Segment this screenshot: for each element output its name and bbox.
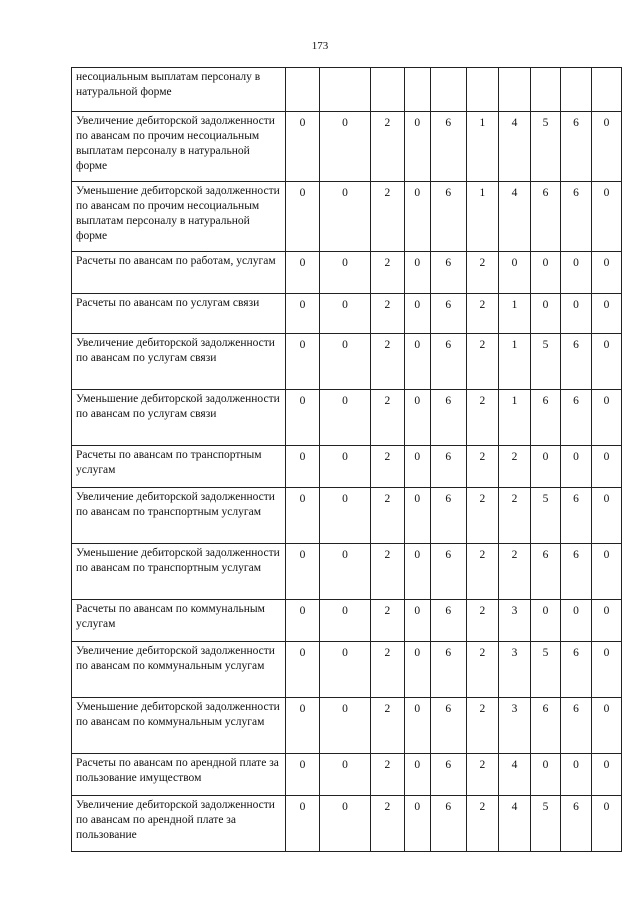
code-digit-cell: 0 xyxy=(286,182,320,252)
code-digit-cell: 4 xyxy=(498,796,530,852)
row-description: Расчеты по авансам по арендной плате за пользование имуществом xyxy=(72,754,286,796)
code-digit-cell: 0 xyxy=(320,390,371,446)
code-digit-cell: 2 xyxy=(370,294,404,334)
code-digit-cell: 0 xyxy=(404,544,430,600)
code-digit-cell: 2 xyxy=(466,294,498,334)
code-digit-cell: 3 xyxy=(498,698,530,754)
code-digit-cell: 2 xyxy=(370,112,404,182)
code-digit-cell: 0 xyxy=(591,294,621,334)
code-digit-cell: 0 xyxy=(286,754,320,796)
table-row xyxy=(72,544,622,600)
code-digit-cell: 0 xyxy=(404,112,430,182)
code-digit-cell: 0 xyxy=(320,252,371,294)
code-digit-cell: 0 xyxy=(320,334,371,390)
table-row xyxy=(72,112,622,182)
code-digit-cell: 0 xyxy=(320,796,371,852)
code-digit-cell: 2 xyxy=(466,698,498,754)
code-digit-cell: 0 xyxy=(591,754,621,796)
code-digit-cell: 0 xyxy=(286,390,320,446)
code-digit-cell: 0 xyxy=(404,488,430,544)
code-digit-cell: 0 xyxy=(591,112,621,182)
row-description: Увеличение дебиторской задолженности по авансам по арендной плате за пользование xyxy=(72,796,286,852)
code-digit-cell: 0 xyxy=(530,600,560,642)
table-row xyxy=(72,796,622,852)
table-row xyxy=(72,252,622,294)
code-digit-cell xyxy=(591,68,621,112)
code-digit-cell: 0 xyxy=(320,544,371,600)
table-row xyxy=(72,642,622,698)
code-digit-cell xyxy=(430,68,466,112)
code-digit-cell: 6 xyxy=(430,754,466,796)
code-digit-cell: 3 xyxy=(498,600,530,642)
code-digit-cell: 2 xyxy=(498,446,530,488)
code-digit-cell: 0 xyxy=(404,754,430,796)
code-digit-cell: 5 xyxy=(530,334,560,390)
table-row xyxy=(72,334,622,390)
code-digit-cell: 6 xyxy=(430,446,466,488)
code-digit-cell: 6 xyxy=(430,252,466,294)
code-digit-cell: 0 xyxy=(286,796,320,852)
code-digit-cell: 0 xyxy=(591,698,621,754)
code-digit-cell: 1 xyxy=(466,112,498,182)
code-digit-cell: 2 xyxy=(370,334,404,390)
code-digit-cell: 6 xyxy=(560,544,591,600)
code-digit-cell: 0 xyxy=(404,182,430,252)
code-digit-cell xyxy=(560,68,591,112)
row-description: Уменьшение дебиторской задолженности по авансам по услугам связи xyxy=(72,390,286,446)
row-description: Уменьшение дебиторской задолженности по авансам по коммунальным услугам xyxy=(72,698,286,754)
code-digit-cell: 0 xyxy=(591,600,621,642)
code-digit-cell: 0 xyxy=(591,390,621,446)
code-digit-cell: 0 xyxy=(404,252,430,294)
code-digit-cell: 0 xyxy=(286,698,320,754)
code-digit-cell: 0 xyxy=(560,446,591,488)
code-digit-cell: 6 xyxy=(430,544,466,600)
code-digit-cell: 0 xyxy=(560,252,591,294)
code-digit-cell: 2 xyxy=(370,600,404,642)
row-description: Увеличение дебиторской задолженности по авансам по услугам связи xyxy=(72,334,286,390)
code-digit-cell: 6 xyxy=(430,294,466,334)
code-digit-cell: 0 xyxy=(591,796,621,852)
code-digit-cell: 0 xyxy=(591,544,621,600)
code-digit-cell: 5 xyxy=(530,796,560,852)
code-digit-cell: 1 xyxy=(498,294,530,334)
table-row xyxy=(72,68,622,112)
code-digit-cell: 0 xyxy=(286,488,320,544)
code-digit-cell: 0 xyxy=(286,600,320,642)
code-digit-cell: 1 xyxy=(466,182,498,252)
code-digit-cell: 2 xyxy=(466,252,498,294)
code-digit-cell: 6 xyxy=(560,642,591,698)
table-row xyxy=(72,294,622,334)
code-digit-cell: 2 xyxy=(370,754,404,796)
code-digit-cell: 2 xyxy=(370,182,404,252)
code-digit-cell: 0 xyxy=(286,334,320,390)
code-digit-cell: 0 xyxy=(591,182,621,252)
code-digit-cell: 2 xyxy=(370,390,404,446)
code-digit-cell: 2 xyxy=(466,488,498,544)
code-digit-cell: 3 xyxy=(498,642,530,698)
code-digit-cell: 6 xyxy=(430,642,466,698)
row-description: Увеличение дебиторской задолженности по авансам по коммунальным услугам xyxy=(72,642,286,698)
code-digit-cell xyxy=(370,68,404,112)
code-digit-cell: 2 xyxy=(466,446,498,488)
code-digit-cell: 6 xyxy=(530,698,560,754)
code-digit-cell: 2 xyxy=(370,642,404,698)
code-digit-cell: 6 xyxy=(560,488,591,544)
code-digit-cell: 2 xyxy=(466,642,498,698)
code-digit-cell: 0 xyxy=(286,642,320,698)
table-row xyxy=(72,600,622,642)
code-digit-cell: 6 xyxy=(430,488,466,544)
code-digit-cell: 0 xyxy=(591,252,621,294)
code-digit-cell: 2 xyxy=(466,334,498,390)
code-digit-cell: 2 xyxy=(370,698,404,754)
row-description: Уменьшение дебиторской задолженности по авансам по транспортным услугам xyxy=(72,544,286,600)
code-digit-cell: 6 xyxy=(430,182,466,252)
code-digit-cell: 0 xyxy=(498,252,530,294)
code-digit-cell: 2 xyxy=(370,446,404,488)
code-digit-cell: 0 xyxy=(320,294,371,334)
code-digit-cell: 6 xyxy=(530,544,560,600)
code-digit-cell: 0 xyxy=(320,488,371,544)
code-digit-cell: 2 xyxy=(370,488,404,544)
code-digit-cell: 4 xyxy=(498,754,530,796)
code-digit-cell xyxy=(320,68,371,112)
code-digit-cell: 6 xyxy=(430,698,466,754)
code-digit-cell: 0 xyxy=(404,446,430,488)
code-digit-cell: 1 xyxy=(498,334,530,390)
code-digit-cell: 0 xyxy=(320,446,371,488)
table-row xyxy=(72,446,622,488)
code-digit-cell: 0 xyxy=(286,294,320,334)
code-digit-cell: 0 xyxy=(560,754,591,796)
code-digit-cell: 4 xyxy=(498,112,530,182)
code-digit-cell: 0 xyxy=(591,488,621,544)
code-digit-cell: 6 xyxy=(430,600,466,642)
code-digit-cell: 6 xyxy=(560,112,591,182)
code-digit-cell: 2 xyxy=(498,488,530,544)
code-digit-cell: 0 xyxy=(286,544,320,600)
code-digit-cell: 0 xyxy=(404,600,430,642)
code-digit-cell: 6 xyxy=(560,390,591,446)
code-digit-cell xyxy=(404,68,430,112)
row-description: Расчеты по авансам по услугам связи xyxy=(72,294,286,334)
code-digit-cell: 2 xyxy=(466,390,498,446)
code-digit-cell: 2 xyxy=(370,252,404,294)
row-description: Расчеты по авансам по транспортным услугам xyxy=(72,446,286,488)
code-digit-cell: 0 xyxy=(591,446,621,488)
code-digit-cell: 4 xyxy=(498,182,530,252)
code-digit-cell: 6 xyxy=(430,112,466,182)
code-digit-cell: 0 xyxy=(530,252,560,294)
code-digit-cell: 2 xyxy=(466,600,498,642)
code-digit-cell: 6 xyxy=(430,796,466,852)
code-digit-cell xyxy=(466,68,498,112)
code-digit-cell: 0 xyxy=(530,754,560,796)
account-codes-table xyxy=(71,67,622,852)
code-digit-cell: 6 xyxy=(430,334,466,390)
page-number: 173 xyxy=(311,40,329,52)
code-digit-cell: 0 xyxy=(530,446,560,488)
code-digit-cell: 0 xyxy=(530,294,560,334)
code-digit-cell: 2 xyxy=(466,754,498,796)
row-description: Расчеты по авансам по коммунальным услугам xyxy=(72,600,286,642)
code-digit-cell: 0 xyxy=(320,182,371,252)
code-digit-cell: 0 xyxy=(404,334,430,390)
code-digit-cell: 6 xyxy=(530,182,560,252)
code-digit-cell: 5 xyxy=(530,642,560,698)
code-digit-cell: 0 xyxy=(404,698,430,754)
code-digit-cell: 6 xyxy=(560,698,591,754)
code-digit-cell: 0 xyxy=(591,642,621,698)
code-digit-cell: 2 xyxy=(466,544,498,600)
table-row xyxy=(72,182,622,252)
code-digit-cell: 0 xyxy=(320,642,371,698)
table-row xyxy=(72,390,622,446)
row-description: Уменьшение дебиторской задолженности по авансам по прочим несоциальным выплатам персоналу в натуральной форме xyxy=(72,182,286,252)
code-digit-cell: 0 xyxy=(404,294,430,334)
code-digit-cell: 0 xyxy=(591,334,621,390)
code-digit-cell: 0 xyxy=(560,600,591,642)
code-digit-cell: 1 xyxy=(498,390,530,446)
code-digit-cell: 2 xyxy=(370,796,404,852)
code-digit-cell: 2 xyxy=(498,544,530,600)
code-digit-cell xyxy=(498,68,530,112)
row-description: Увеличение дебиторской задолженности по авансам по прочим несоциальным выплатам персоналу в натуральной форме xyxy=(72,112,286,182)
row-description: Расчеты по авансам по работам, услугам xyxy=(72,252,286,294)
code-digit-cell: 0 xyxy=(404,390,430,446)
code-digit-cell: 6 xyxy=(560,796,591,852)
code-digit-cell: 0 xyxy=(320,698,371,754)
code-digit-cell: 0 xyxy=(286,112,320,182)
code-digit-cell: 0 xyxy=(404,642,430,698)
code-digit-cell: 6 xyxy=(530,390,560,446)
table-row xyxy=(72,754,622,796)
code-digit-cell: 0 xyxy=(286,446,320,488)
table-row xyxy=(72,488,622,544)
code-digit-cell: 0 xyxy=(320,754,371,796)
code-digit-cell: 0 xyxy=(320,112,371,182)
code-digit-cell: 6 xyxy=(560,182,591,252)
code-digit-cell: 5 xyxy=(530,488,560,544)
code-digit-cell xyxy=(530,68,560,112)
code-digit-cell: 0 xyxy=(320,600,371,642)
code-digit-cell xyxy=(286,68,320,112)
code-digit-cell: 5 xyxy=(530,112,560,182)
code-digit-cell: 0 xyxy=(560,294,591,334)
code-digit-cell: 2 xyxy=(370,544,404,600)
row-description: Увеличение дебиторской задолженности по авансам по транспортным услугам xyxy=(72,488,286,544)
row-description: несоциальным выплатам персоналу в натуральной форме xyxy=(72,68,286,112)
code-digit-cell: 0 xyxy=(286,252,320,294)
table-row xyxy=(72,698,622,754)
code-digit-cell: 6 xyxy=(560,334,591,390)
code-digit-cell: 2 xyxy=(466,796,498,852)
code-digit-cell: 0 xyxy=(404,796,430,852)
code-digit-cell: 6 xyxy=(430,390,466,446)
